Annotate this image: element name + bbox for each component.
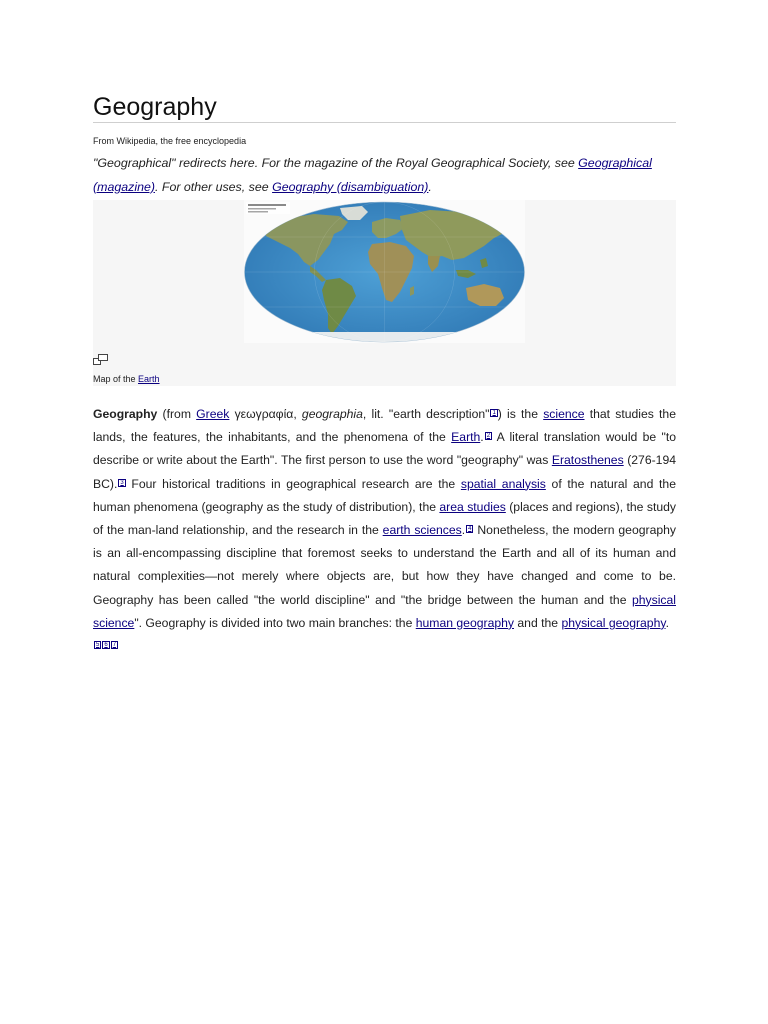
link-geography-disambiguation[interactable]: Geography (disambiguation) [272,179,429,194]
text-run: (276-194 BC). [93,453,677,491]
link-physical-science[interactable]: physical science [93,592,676,630]
text-run: . [665,615,669,630]
text-run: Four historical traditions in geographical research are the [125,476,461,491]
text-run: . [480,430,484,445]
world-map-icon [244,200,525,343]
text-run: , lit. "earth description" [362,407,490,421]
page-title: Geography [93,92,676,123]
citation-label: 5 [96,642,100,649]
citation-label: 1 [492,410,496,416]
link-earth-sciences[interactable]: earth sciences [382,523,462,538]
enlarge-icon[interactable] [93,352,108,370]
citation-group [93,635,118,658]
link-science[interactable]: science [543,407,585,421]
citation-label: 2 [486,433,491,440]
hatnote-text-1: "Geographical" redirects here. For the magazine of the Royal Geographical Society, see [93,156,579,170]
thumbnail-figure [93,200,676,386]
citation-label: 6 [104,642,108,649]
link-earth[interactable]: Earth [451,430,481,445]
hatnote-text-2: . For other uses, see [154,179,273,194]
text-run: and the [514,615,562,630]
hatnote-text-3: . [428,179,432,194]
citation-label: 7 [112,642,117,649]
link-greek[interactable]: Greek [196,407,230,421]
text-run-italic: geographia [301,407,363,421]
text-run: Nonetheless, the modern geography is an all-encompassing discipline that foremost seeks to understand the Earth and all of its human and natural complexities—not merely where objects are, but how they have changed and come to be. Geography has been called "the world discipline" and "the bridge between the human and the [93,523,676,607]
link-spatial-analysis[interactable]: spatial analysis [460,476,546,491]
tagline: From Wikipedia, the free encyclopedia [93,136,247,146]
citation-2[interactable] [485,432,492,440]
text-run: of the natural and the human phenomena (geography as the study of distribution), the [93,476,676,514]
lead-paragraph [93,403,676,658]
link-area-studies[interactable]: area studies [439,499,506,514]
link-earth-caption[interactable]: Earth [138,374,160,384]
citation-7[interactable] [111,641,118,649]
lead-term: Geography [93,407,158,421]
text-run: (from [157,407,197,421]
hatnote [93,152,676,199]
text-run: that studies the lands, the features, the inhabitants, and the phenomena of the [93,407,676,445]
citation-1[interactable] [490,409,497,417]
citation-label: 4 [468,526,472,533]
citation-5[interactable] [94,641,101,649]
caption-text: Map of the [93,374,139,384]
figure-caption [93,374,160,384]
text-run: A literal translation would be "to describe or write about the Earth". The first person to use the word "geography" was [93,430,676,468]
text-run: (places and regions), the study of the man-land relationship, and the research in the [93,499,676,538]
link-geographical-magazine[interactable]: Geographical (magazine) [93,156,652,194]
text-run: ". Geography is divided into two main branches: the [134,615,416,630]
text-run: . [461,523,466,538]
world-map-image[interactable] [244,200,525,343]
citation-3[interactable] [118,479,125,487]
text-run: γεωγραφία, [229,407,302,421]
citation-6[interactable] [102,641,109,649]
link-physical-geography[interactable]: physical geography [561,615,666,630]
link-human-geography[interactable]: human geography [415,615,514,630]
citation-label: 3 [120,479,124,486]
text-run: ) is the [497,407,544,421]
link-eratosthenes[interactable]: Eratosthenes [551,453,624,468]
